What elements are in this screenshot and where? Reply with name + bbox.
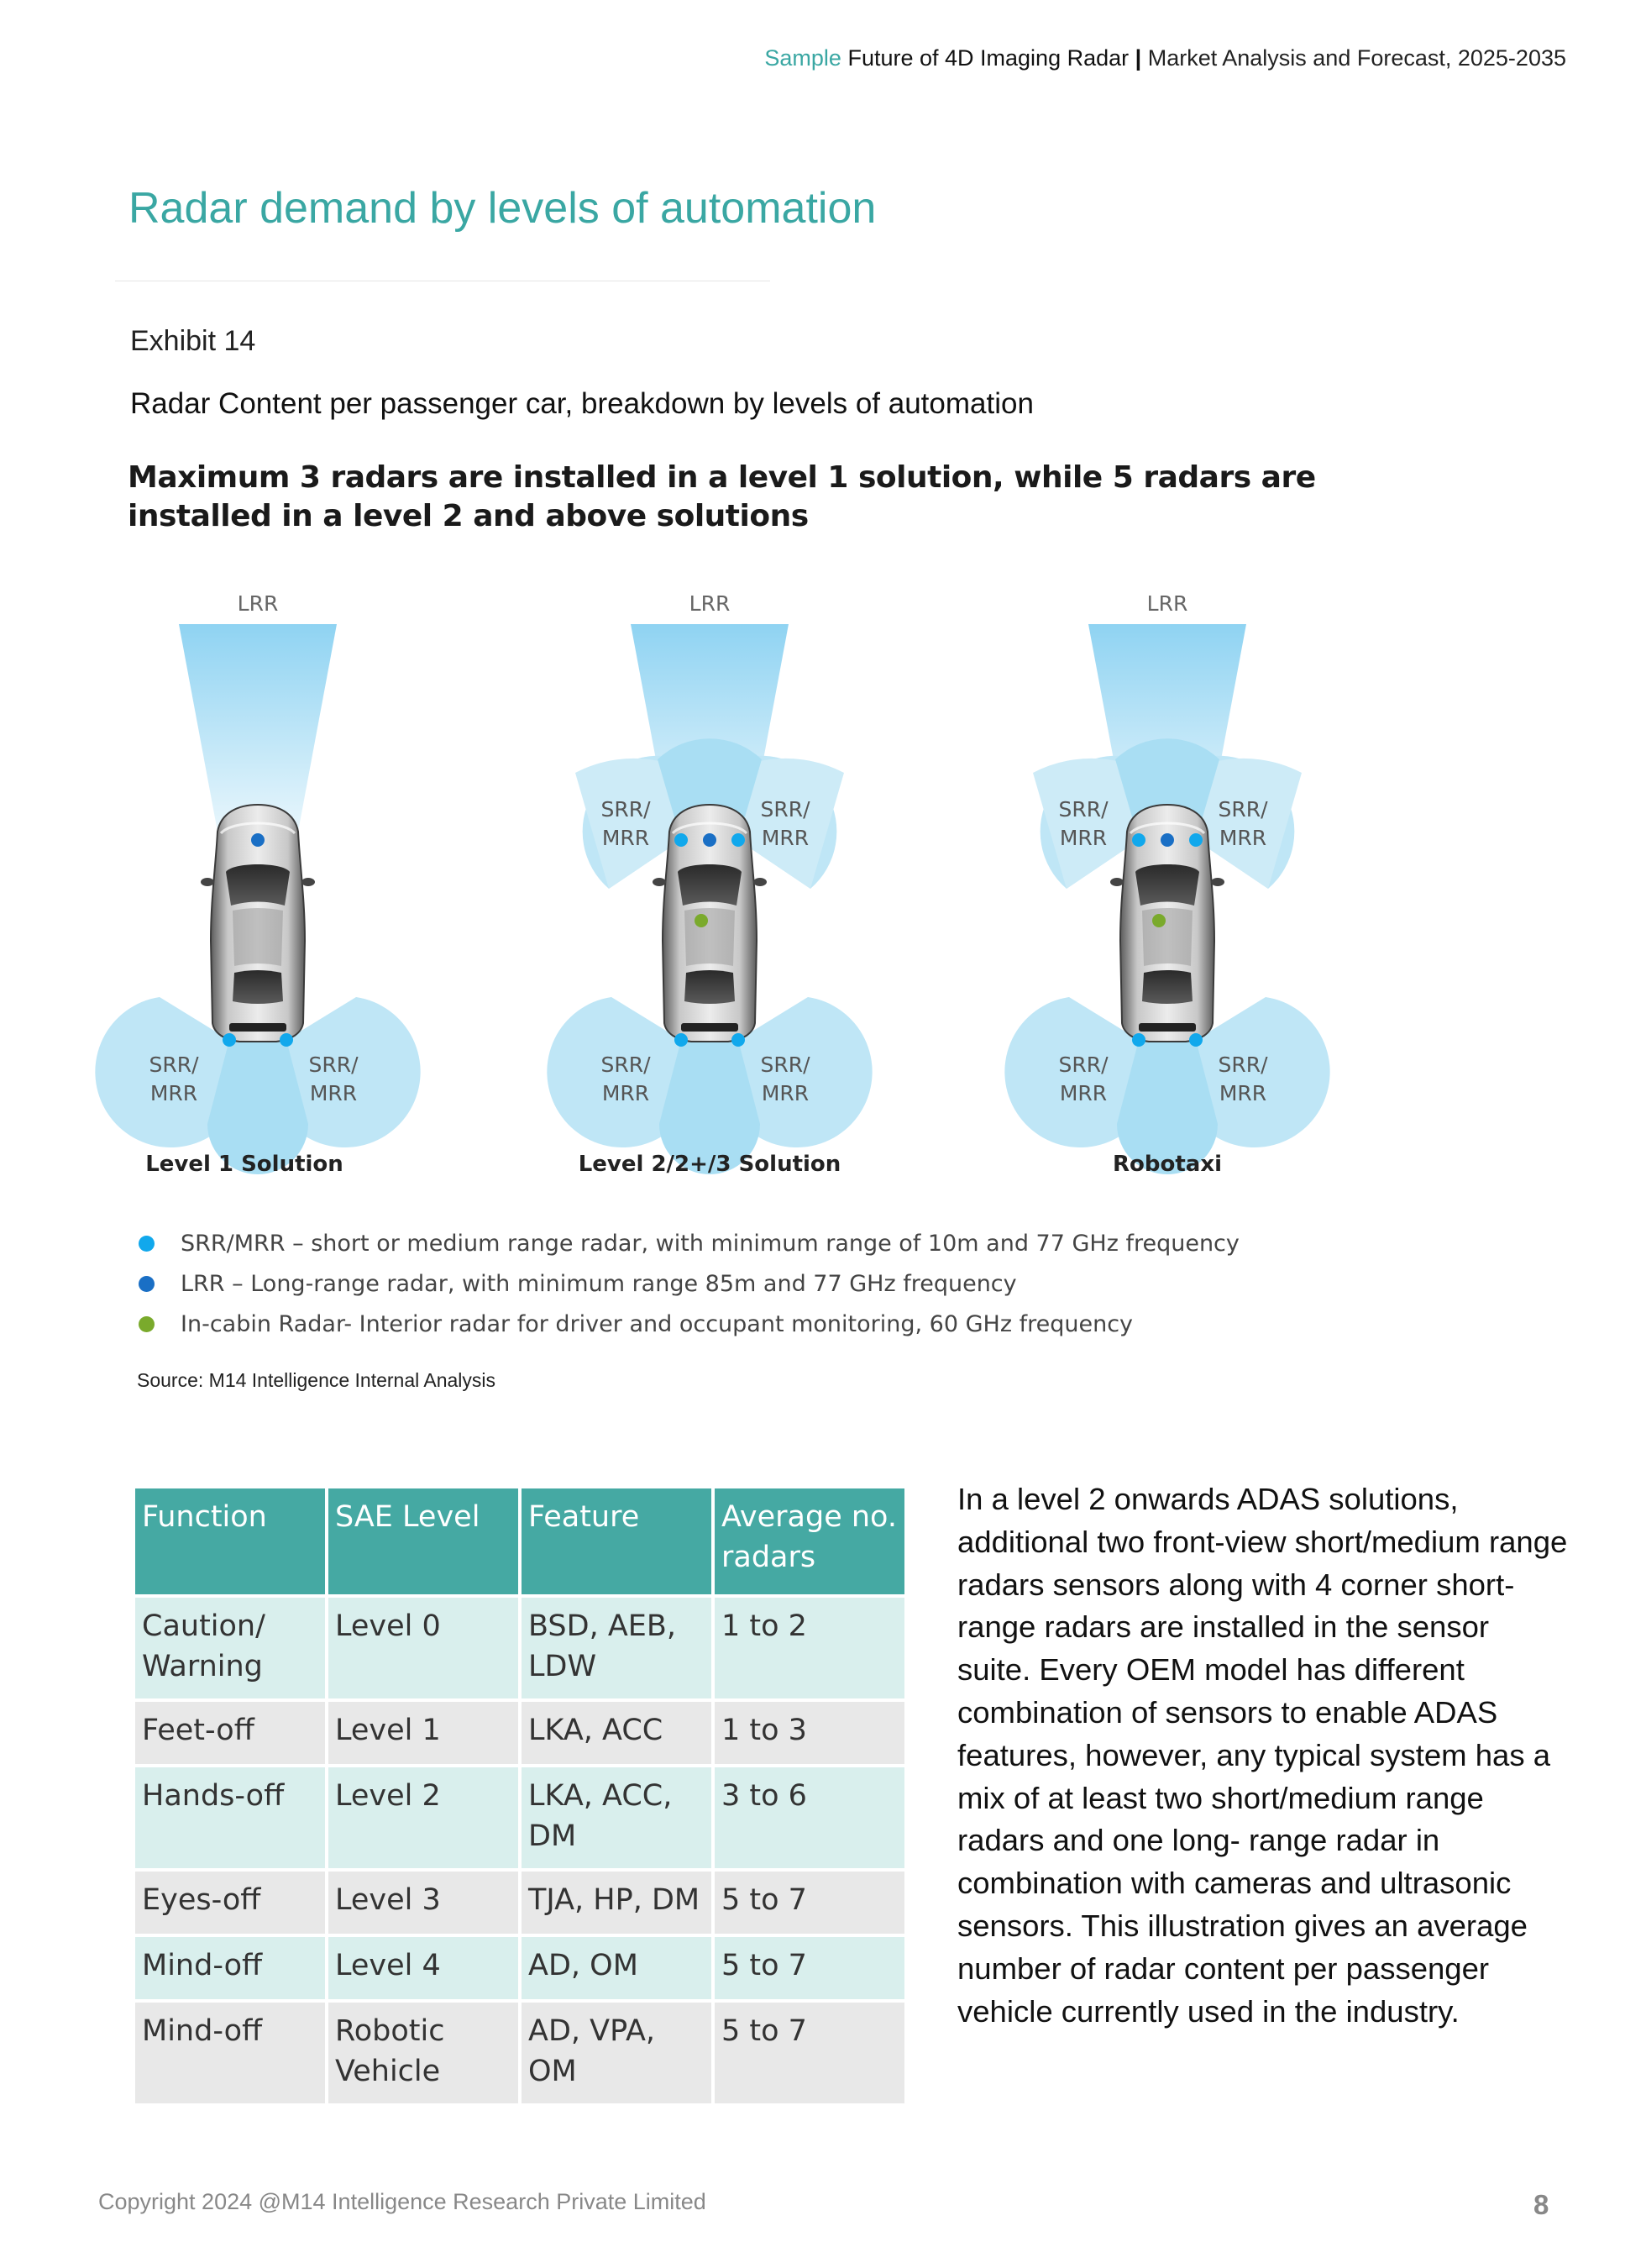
legend-item-lrr xyxy=(139,1263,1240,1304)
header-separator: | xyxy=(1135,45,1142,71)
table-row xyxy=(134,1700,906,1766)
legend-dot-icon xyxy=(139,1276,155,1292)
legend-text: In-cabin Radar- Interior radar for driver and occupant monitoring, 60 GHz frequency xyxy=(181,1310,1134,1337)
srr-mrr-label-line2: MRR xyxy=(761,826,810,850)
table-row xyxy=(134,2001,906,2105)
lrr-sensor-dot xyxy=(703,833,716,847)
solution-caption: Level 1 Solution xyxy=(145,1152,343,1177)
srr-mrr-label-line1: SRR/ xyxy=(1218,1053,1268,1077)
srr-mrr-label-line1: SRR/ xyxy=(1218,797,1268,822)
table-cell: Mind-off xyxy=(134,1935,327,2001)
page-title: Radar demand by levels of automation xyxy=(128,184,877,233)
column-header-average-radars: Average no. radars xyxy=(713,1487,906,1596)
level-1-solution-graphic xyxy=(95,591,420,1177)
legend-text: LRR – Long-range radar, with minimum range 85m and 77 GHz frequency xyxy=(181,1270,1017,1297)
in-cabin-sensor-dot xyxy=(695,914,708,927)
table-cell: AD, OM xyxy=(520,1935,713,2001)
exhibit-subtitle: Radar Content per passenger car, breakdown by levels of automation xyxy=(130,387,1034,420)
srr-mrr-label-line1: SRR/ xyxy=(760,1053,810,1077)
srr-mrr-label-line1: SRR/ xyxy=(308,1053,359,1077)
exhibit-number: Exhibit 14 xyxy=(130,325,256,357)
column-header-feature: Feature xyxy=(520,1487,713,1596)
copyright-footer: Copyright 2024 @M14 Intelligence Research Private Limited xyxy=(98,2189,706,2214)
column-header-sae-level: SAE Level xyxy=(327,1487,520,1596)
lrr-beam xyxy=(179,624,337,832)
header-sample-tag: Sample xyxy=(764,45,841,71)
report-header xyxy=(764,45,1566,71)
srr-mrr-label-line1: SRR/ xyxy=(600,797,651,822)
table-row xyxy=(134,1935,906,2001)
table-cell: LKA, ACC, DM xyxy=(520,1766,713,1870)
lrr-label: LRR xyxy=(1146,591,1188,616)
srr-mrr-label-line2: MRR xyxy=(601,826,650,850)
srr-sensor-dot xyxy=(1132,1033,1145,1047)
srr-sensor-dot xyxy=(280,1033,293,1047)
table-cell: Robotic Vehicle xyxy=(327,2001,520,2105)
table-row xyxy=(134,1870,906,1935)
legend-item-srr-mrr xyxy=(139,1223,1240,1263)
legend-dot-icon xyxy=(139,1236,155,1252)
srr-sensor-dot xyxy=(1132,833,1145,847)
table-cell: BSD, AEB, LDW xyxy=(520,1596,713,1700)
solution-caption: Level 2/2+/3 Solution xyxy=(578,1152,841,1177)
legend-item-in-cabin xyxy=(139,1304,1240,1344)
automation-level-table xyxy=(132,1485,908,2107)
table-cell: 1 to 2 xyxy=(713,1596,906,1700)
header-report-title: Future of 4D Imaging Radar xyxy=(847,45,1130,71)
srr-mrr-label-line1: SRR/ xyxy=(1058,1053,1109,1077)
source-note: Source: M14 Intelligence Internal Analysis xyxy=(137,1369,496,1391)
srr-sensor-dot xyxy=(1189,833,1203,847)
table-cell: Caution/ Warning xyxy=(134,1596,327,1700)
srr-sensor-dot xyxy=(674,1033,688,1047)
lrr-sensor-dot xyxy=(1161,833,1174,847)
table-header-row xyxy=(134,1487,906,1596)
srr-mrr-label-line1: SRR/ xyxy=(1058,797,1109,822)
radar-placement-diagram xyxy=(0,571,1646,1201)
legend-dot-icon xyxy=(139,1316,155,1332)
lrr-sensor-dot xyxy=(251,833,265,847)
table-cell: TJA, HP, DM xyxy=(520,1870,713,1935)
srr-mrr-label-line2: MRR xyxy=(1219,826,1267,850)
srr-mrr-label-line2: MRR xyxy=(1219,1081,1267,1105)
level-2-solution-graphic xyxy=(547,591,872,1177)
lrr-label: LRR xyxy=(689,591,731,616)
robotaxi-graphic xyxy=(1004,591,1329,1177)
table-cell: 5 to 7 xyxy=(713,1870,906,1935)
table-cell: Level 3 xyxy=(327,1870,520,1935)
table-cell: Level 1 xyxy=(327,1700,520,1766)
page-number: 8 xyxy=(1533,2189,1549,2220)
srr-mrr-label-line2: MRR xyxy=(761,1081,810,1105)
table-cell: Level 4 xyxy=(327,1935,520,2001)
table-cell: 3 to 6 xyxy=(713,1766,906,1870)
table-cell: AD, VPA, OM xyxy=(520,2001,713,2105)
solution-caption: Robotaxi xyxy=(1112,1152,1223,1177)
srr-sensor-dot xyxy=(1189,1033,1203,1047)
table-cell: Eyes-off xyxy=(134,1870,327,1935)
srr-sensor-dot xyxy=(223,1033,236,1047)
table-row xyxy=(134,1596,906,1700)
lrr-label: LRR xyxy=(237,591,279,616)
srr-mrr-label-line2: MRR xyxy=(149,1081,198,1105)
table-cell: Level 2 xyxy=(327,1766,520,1870)
table-cell: Mind-off xyxy=(134,2001,327,2105)
srr-sensor-dot xyxy=(731,1033,745,1047)
table-cell: 5 to 7 xyxy=(713,1935,906,2001)
radar-legend xyxy=(139,1223,1240,1344)
table-cell: 1 to 3 xyxy=(713,1700,906,1766)
table-cell: Feet-off xyxy=(134,1700,327,1766)
body-paragraph: In a level 2 onwards ADAS solutions, additional two front-view short/medium range radars sensors along with 4 corner short-range radars are installed in the sensor suite. Every OEM model has different combination of sensors to enable ADAS features, however, any typical system has a mix of at least two short/medium range radars and one long- range radar in combination with cameras and ultrasonic sensors. This illustration gives an average number of radar content per passenger vehicle currently used in the industry. xyxy=(957,1482,1568,2029)
table-cell: Level 0 xyxy=(327,1596,520,1700)
column-header-function: Function xyxy=(134,1487,327,1596)
srr-mrr-label-line2: MRR xyxy=(1059,826,1108,850)
srr-sensor-dot xyxy=(674,833,688,847)
legend-text: SRR/MRR – short or medium range radar, with minimum range of 10m and 77 GHz frequency xyxy=(181,1230,1240,1257)
header-report-subtitle: Market Analysis and Forecast, 2025-2035 xyxy=(1147,45,1566,71)
srr-mrr-label-line1: SRR/ xyxy=(760,797,810,822)
srr-mrr-label-line1: SRR/ xyxy=(149,1053,199,1077)
table-cell: LKA, ACC xyxy=(520,1700,713,1766)
srr-mrr-label-line2: MRR xyxy=(601,1081,650,1105)
table-cell: 5 to 7 xyxy=(713,2001,906,2105)
srr-mrr-label-line1: SRR/ xyxy=(600,1053,651,1077)
srr-sensor-dot xyxy=(731,833,745,847)
in-cabin-sensor-dot xyxy=(1152,914,1166,927)
table-row xyxy=(134,1766,906,1870)
exhibit-headline: Maximum 3 radars are installed in a level 1 solution, while 5 radars are installed in a level 2 and above solutions xyxy=(128,460,1316,533)
table-cell: Hands-off xyxy=(134,1766,327,1870)
srr-mrr-label-line2: MRR xyxy=(1059,1081,1108,1105)
srr-mrr-label-line2: MRR xyxy=(309,1081,358,1105)
